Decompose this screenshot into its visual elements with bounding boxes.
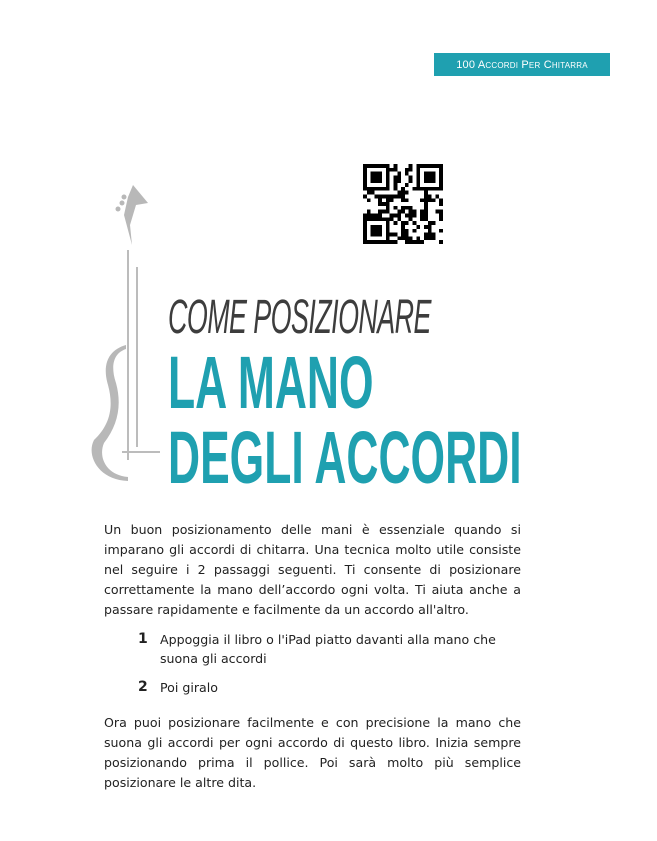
outro-paragraph: Ora puoi posizionare facilmente e con precisione la mano che suona gli accordi per ogni accordo di questo libro. Inizia sempre posizionando prima il pollice. Poi sarà molto più semplice posizionare le altre dita. bbox=[104, 715, 521, 790]
step-2 bbox=[138, 678, 500, 697]
title-line-3: DEGLI ACCORDI bbox=[168, 416, 522, 499]
title-line-2: LA MANO bbox=[168, 341, 374, 424]
step-text: Poi giralo bbox=[160, 680, 218, 695]
step-1 bbox=[138, 630, 500, 668]
title-line-1: COME POSIZIONARE bbox=[168, 291, 431, 344]
step-number: 2 bbox=[138, 679, 148, 695]
step-text: Appoggia il libro o l'iPad piatto davanti alla mano che suona gli accordi bbox=[160, 632, 496, 666]
intro-paragraph: Un buon posizionamento delle mani è essenziale quando si imparano gli accordi di chitarra. Una tecnica molto utile consiste nel seguire i 2 passaggi seguenti. Ti consente di posizionare correttamente la mano dell’accordo ogni volta. Ti aiuta anche a passare rapidamente e facilmente da un accordo all'altro. bbox=[104, 522, 521, 617]
guitar-outline-icon bbox=[88, 185, 168, 485]
qr-code bbox=[361, 164, 445, 244]
book-title-badge: 100 Accordi Per Chitarra bbox=[434, 53, 610, 76]
step-number: 1 bbox=[138, 631, 148, 647]
